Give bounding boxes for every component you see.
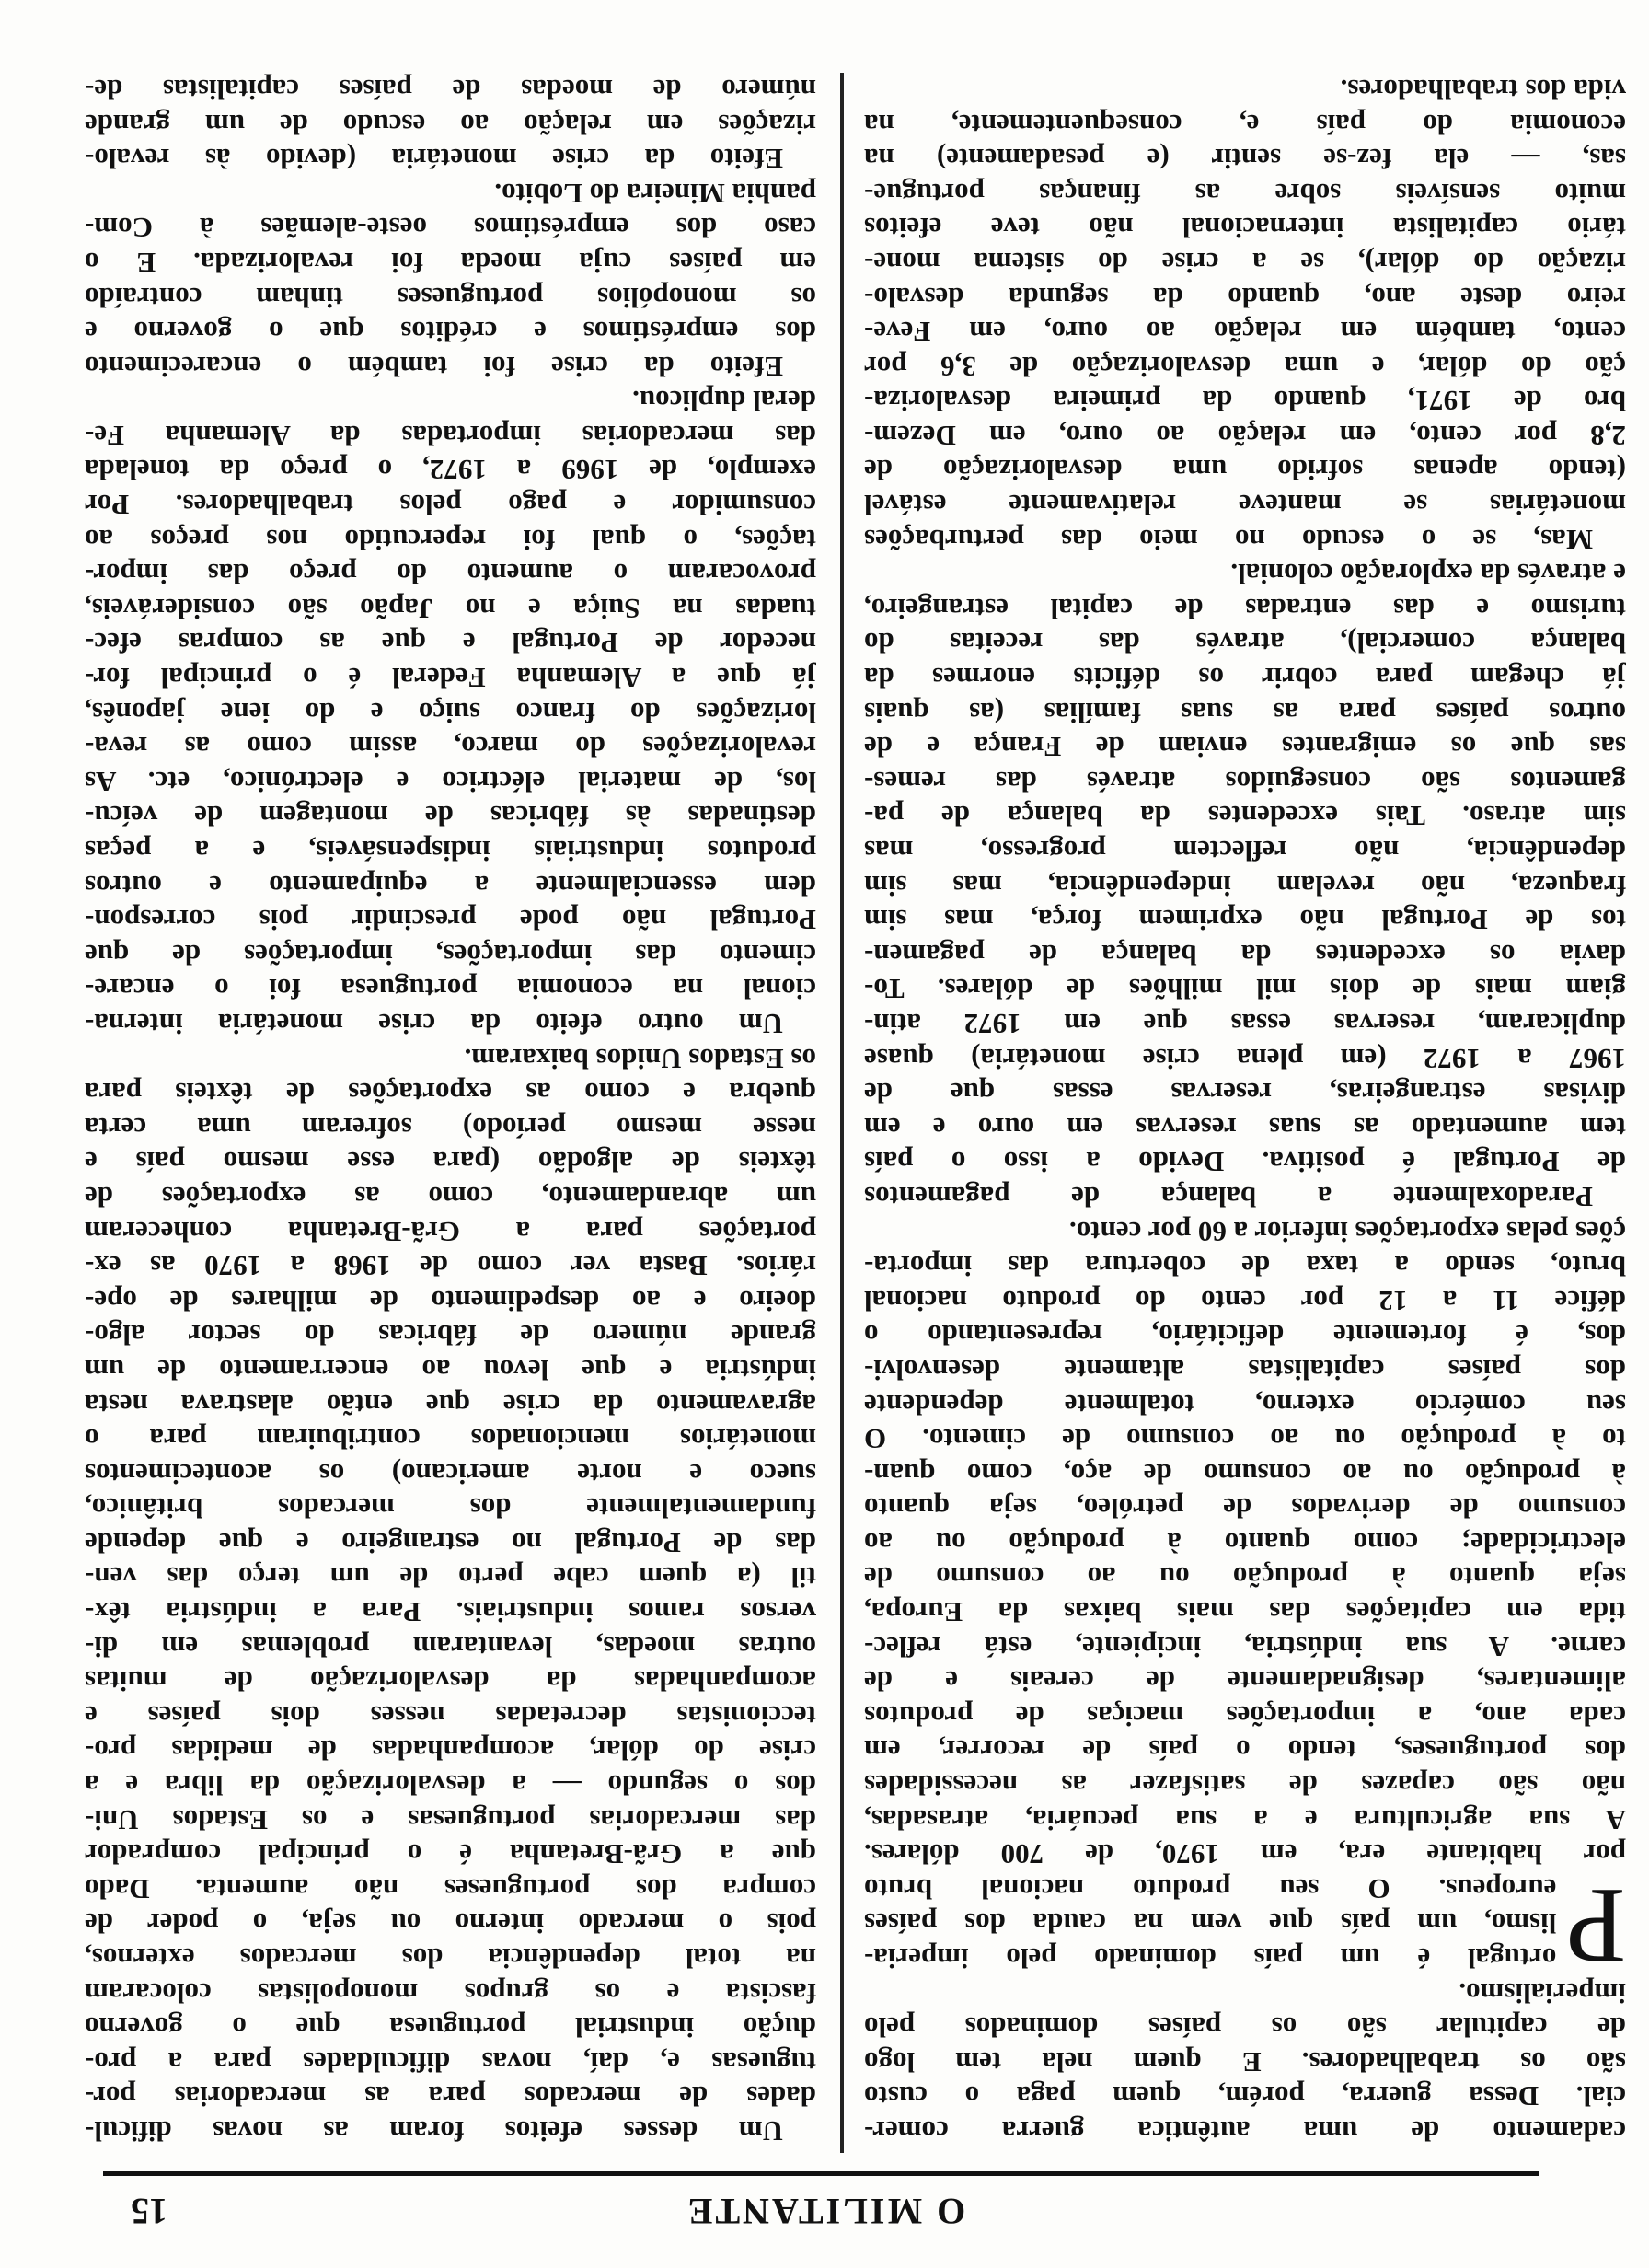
- text-line: cento, também em relação ao ouro, em Feve-: [864, 316, 1626, 349]
- text-line: dução industrial portuguesa que o governo: [85, 2011, 816, 2044]
- text-line: cimento das importações, importações de que: [85, 938, 816, 971]
- text-line: deral duplicou.: [632, 385, 816, 418]
- text-line: são os trabalhadores. E quem nela tem logo: [864, 2045, 1626, 2078]
- text-line: tuadas na Suiça e no Japão são consideráveis,: [85, 592, 816, 625]
- text-line: bro de 1971, quando da primeira desvaloriza-: [864, 385, 1626, 418]
- text-line: Paradoxalmente a balança de pagamentos: [864, 1180, 1593, 1213]
- paragraph: [864, 72, 1626, 556]
- text-line: compra dos portugueses não aumenta. Dado: [85, 1872, 816, 1905]
- column-left: [864, 72, 1626, 2148]
- paragraph: [864, 1214, 1626, 1987]
- text-line: muito sensíveis sobre as finanças portugue-: [864, 177, 1626, 210]
- text-line: turismo e das entradas de capital estrangeiro,: [864, 592, 1626, 625]
- text-line: défice 11 a 12 por cento do produto nacional: [864, 1284, 1626, 1317]
- text-line: A sua agricultura e a sua pecuária, atrasadas,: [864, 1803, 1626, 1836]
- text-line: rizações em relação ao escudo de um grande: [85, 108, 816, 141]
- text-line: Efeito da crise foi também o encarecimento: [85, 350, 783, 383]
- column-divider: [840, 73, 844, 2153]
- paragraph: [85, 384, 816, 1041]
- text-line: dos portugueses, tendo o país de recorrer, em: [864, 1734, 1626, 1767]
- text-line: acompanhadas da desvalorização de muitas: [85, 1665, 816, 1698]
- text-line: de Portugal é positiva. Devido a isso o país: [864, 1146, 1626, 1179]
- text-line: portações para a Grã-Bretanha conheceram: [85, 1215, 816, 1248]
- text-line: já chegam para cobrir os déficits enormes da: [864, 662, 1626, 695]
- text-line: grande número de fábricas do sector algo-: [85, 1319, 816, 1352]
- text-line: das mercadorias importadas da Alemanha Fe-: [85, 419, 816, 452]
- text-line: têxteis de algodão (para esse mesmo país e: [85, 1146, 816, 1179]
- text-line: indústria e que levou ao encerramento de um: [85, 1353, 816, 1386]
- text-line: sim atraso. Tais excedentes da balança de pa-: [864, 800, 1626, 833]
- text-line: pois o mercado interno ou seja, o poder de: [85, 1907, 816, 1940]
- paragraph: [85, 72, 816, 176]
- text-line: exemplo, de 1969 a 1972, o preço da tonelada: [85, 454, 816, 487]
- header-rule: [103, 2171, 1539, 2176]
- paragraph: [864, 557, 1626, 1214]
- paragraph: [864, 1975, 1626, 2148]
- text-line: dependência, não reflectem progresso, mas: [864, 835, 1626, 868]
- text-line: monetárias se manteve relativamente estável: [864, 489, 1626, 522]
- text-line: vida dos trabalhadores.: [1340, 73, 1626, 106]
- text-line: lismo, um país que vem na cauda dos países: [864, 1907, 1557, 1940]
- text-line: ortugal é um país dominado pelo imperia-: [864, 1942, 1557, 1975]
- text-line: tário capitalista internacional não teve efeitos: [864, 212, 1626, 245]
- text-line: versos ramos industriais. Para a indústria têx-: [85, 1596, 816, 1629]
- text-line: alimentares, designadamente de cereais e de: [864, 1665, 1626, 1698]
- paragraph: [85, 176, 816, 384]
- text-line: os monopólios portugueses tinham contraído: [85, 281, 816, 314]
- text-line: Efeito da crise monetária (devido às revalo-: [85, 143, 783, 176]
- drop-cap: P: [1565, 1866, 1626, 1987]
- text-line: economia do país e, consequentemente, na: [864, 108, 1626, 141]
- text-line: por habitante era, em 1970, de 700 dólares.: [864, 1838, 1626, 1871]
- text-line: agravamento da crise que então alastrava nesta: [85, 1388, 816, 1421]
- text-line: imperialismo.: [1459, 1976, 1626, 2009]
- text-line: Portugal não pode prescindir pois correspon-: [85, 904, 816, 937]
- text-line: rários. Basta ver como de 1968 a 1970 as ex-: [85, 1250, 816, 1283]
- text-line: los, de material eléctrico e electrónico, etc. As: [85, 765, 816, 798]
- text-line: tem aumentado as suas reservas em ouro e em: [864, 1111, 1626, 1144]
- text-line: já que a Alemanha Federal é o principal for-: [85, 662, 816, 695]
- text-line: caso dos empréstimos oeste-alemães à Com-: [85, 212, 816, 245]
- text-line: dos empréstimos e créditos que o governo e: [85, 316, 816, 349]
- text-line: balança comercial), através das receitas do: [864, 627, 1626, 660]
- text-line: outros países para as suas famílias (as quais: [864, 696, 1626, 729]
- text-line: rização do dólar), se a crise do sistema mone-: [864, 246, 1626, 279]
- text-line: produtos industriais indispensáveis, e a peças: [85, 835, 816, 868]
- text-line: cional na economia portuguesa foi o encare-: [85, 973, 816, 1006]
- text-line: monetários mencionados contribuiram para o: [85, 1423, 816, 1456]
- text-line: dos, é fortemente deficitário, representando o: [864, 1319, 1626, 1352]
- text-line: outras moedas, levantaram problemas em di-: [85, 1630, 816, 1663]
- text-line: bruto, sendo a taxa de cobertura das importa-: [864, 1250, 1626, 1283]
- text-line: das mercadorias portuguesas e os Estados Uni-: [85, 1803, 816, 1836]
- text-line: sas que os emigrantes enviam de França e de: [864, 731, 1626, 764]
- text-line: electricidade; como quanto à produção ou ao: [864, 1526, 1626, 1559]
- page-number: 15: [131, 2191, 167, 2232]
- text-line: Um desses efeitos foram as novas dificul-: [85, 2115, 783, 2147]
- text-line: número de moedas de países capitalistas de-: [85, 73, 816, 106]
- text-line: consumo de derivados de petróleo, seja quanto: [864, 1492, 1626, 1525]
- text-line: sas, — ela fez-se sentir (e pesadamente) na: [864, 143, 1626, 176]
- text-line: consumidor e pago pelos trabalhadores. Por: [85, 489, 816, 522]
- text-line: os Estados Unidos baixaram.: [464, 1042, 816, 1075]
- text-line: Um outro efeito da crise monetária interna-: [85, 1008, 783, 1040]
- column-right: [85, 72, 816, 2148]
- page-header: [103, 2178, 1548, 2233]
- text-line: europeus. O seu produto nacional bruto: [864, 1872, 1557, 1905]
- text-line: um abrandamento, como as exportações de: [85, 1180, 816, 1213]
- text-line: de capitular são os países dominados pelo: [864, 2011, 1626, 2044]
- text-line: til (a quem cabe perto de um terço das ven-: [85, 1561, 816, 1594]
- text-line: seja quanto à produção ou ao consumo de: [864, 1561, 1626, 1594]
- text-line: cadamento de uma autêntica guerra comer-: [864, 2115, 1626, 2147]
- text-line: fraqueza, não revelam independência, mas sim: [864, 869, 1626, 902]
- text-line: seu comércio externo, totalmente dependente: [864, 1388, 1626, 1421]
- text-line: divisas estrangeiras, reservas essas que de: [864, 1077, 1626, 1110]
- text-line: ções pelas exportações inferior a 60 por cento.: [1069, 1215, 1626, 1248]
- text-line: dades de mercados para as mercadorias por-: [85, 2080, 816, 2113]
- paragraph: [85, 1041, 816, 2148]
- text-line: doeiro e ao despedimento de milhares de ope-: [85, 1284, 816, 1317]
- text-line: panhia Mineira do Lobito.: [494, 177, 816, 210]
- text-line: tida em capitações das mais baixas da Europa,: [864, 1596, 1626, 1629]
- text-line: 2,8 por cento, em relação ao ouro, em Dezem-: [864, 419, 1626, 452]
- text-line: crise do dólar, acompanhadas de medidas pro-: [85, 1734, 816, 1767]
- text-line: sueco e norte americano) os acontecimentos: [85, 1457, 816, 1490]
- text-line: que a Grã-Bretanha é o principal comprador: [85, 1838, 816, 1871]
- text-line: provocaram o aumento do preço das impor-: [85, 558, 816, 591]
- text-line: Mas, se o escudo no meio das perturbações: [864, 523, 1593, 556]
- text-line: 1967 a 1972 (em plena crise monetária) quase: [864, 1042, 1626, 1075]
- text-line: não são capazes de satisfazer as necessidades: [864, 1769, 1626, 1802]
- text-line: reiro deste ano, quando da segunda desvalo-: [864, 281, 1626, 314]
- text-line: revalorizações do marco, assim como as reva-: [85, 731, 816, 764]
- publication-title: O MILITANTE: [685, 2191, 966, 2232]
- text-line: to à produção ou ao consumo de cimento. O: [864, 1423, 1626, 1456]
- text-line: nesse mesmo período) sofreram uma certa: [85, 1111, 816, 1144]
- text-line: quebra e como as exportações de têxteis para: [85, 1077, 816, 1110]
- text-line: cada ano, a importações maciças de produtos: [864, 1699, 1626, 1732]
- text-line: tos de Portugal não exprimem força, mas sim: [864, 904, 1626, 937]
- text-line: na total dependência dos mercados externos,: [85, 1942, 816, 1975]
- text-line: ção do dólar, e uma desvalorização de 3,6 por: [864, 350, 1626, 383]
- text-line: carne. A sua indústria, incipiente, está reflec-: [864, 1630, 1626, 1663]
- text-line: (tendo apenas sofrido uma desvalorização de: [864, 454, 1626, 487]
- text-line: giam mais de dois mil milhões de dólares. To-: [864, 973, 1626, 1006]
- text-line: cial. Dessa guerra, porém, quem paga o custo: [864, 2080, 1626, 2113]
- text-line: duplicaram, reservas essas que em 1972 atin-: [864, 1008, 1626, 1040]
- text-line: em países cuja moeda foi revalorizada. E o: [85, 246, 816, 279]
- text-line: tuguesas e, daí, novas dificuldades para a pro-: [85, 2045, 816, 2078]
- text-line: tações, o qual foi repercutido nos preços ao: [85, 523, 816, 556]
- text-line: davia os excedentes da balança de pagamen-: [864, 938, 1626, 971]
- text-line: à produção ou ao consumo de aço, como quan-: [864, 1457, 1626, 1490]
- text-line: dos o segundo — a desvalorização da libra e a: [85, 1769, 816, 1802]
- text-line: necedor de Portugal e que as compras efec-: [85, 627, 816, 660]
- text-line: gamentos são conseguidos através das remes-: [864, 765, 1626, 798]
- text-line: das de Portugal no estrangeiro e que depende: [85, 1526, 816, 1559]
- text-line: dos países capitalistas altamente desenvolvi-: [864, 1353, 1626, 1386]
- text-line: lorizações do franco suiço e do iene japonês,: [85, 696, 816, 729]
- text-line: fundamentalmente dos mercados britânico,: [85, 1492, 816, 1525]
- text-line: teccionistas decretadas nesses dois países e: [85, 1699, 816, 1732]
- text-line: destinadas às fábricas de montagem de veícu-: [85, 800, 816, 833]
- text-line: fascista e os grupos monopolistas colocaram: [85, 1976, 816, 2009]
- text-line: dem essencialmente a equipamento e outros: [85, 869, 816, 902]
- text-line: e através da exploração colonial.: [1230, 558, 1626, 591]
